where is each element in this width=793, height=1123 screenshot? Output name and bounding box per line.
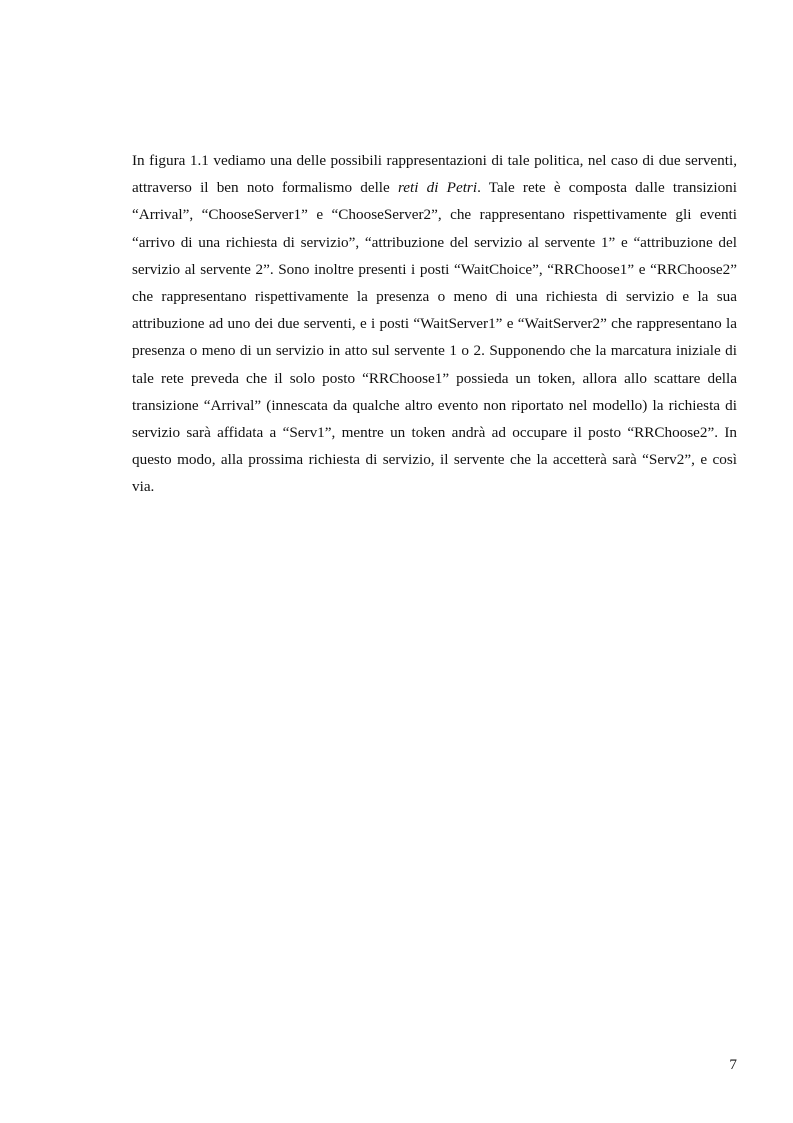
italic-term-petri-nets: reti di Petri (397, 179, 478, 197)
paragraph-text-start: In figura 1.1 vediamo una delle possibili rappresentazioni di tale politica, nel caso di due serventi, attraverso il ben noto formalismo delle (132, 152, 737, 197)
paragraph-text-rest: . Tale rete è composta dalle transizioni “Arrival”, “ChooseServer1” e “ChooseServer2”, che rappresentano rispettivamente gli eventi “arrivo di una richiesta di servizio”, “attribuzione del servizio al servente 1” e “attribuzione del servizio al servente 2”. Sono inoltre presenti i posti “WaitChoice”, “RRChoose1” e “RRChoose2” che rappresentano rispettivamente la presenza o meno di una richiesta di servizio e la sua attribuzione ad uno dei due serventi, e i posti “WaitServer1” e “WaitServer2” che rappresentano la presenza o meno di un servizio in atto sul servente 1 o 2. Supponendo che la marcatura iniziale di tale rete preveda che il solo posto “RRChoose1” possieda un token, allora allo scattare della transizione “Arrival” (innescata da qualche altro evento non riportato nel modello) la richiesta di servizio sarà affidata a “Serv1”, mentre un token andrà ad occupare il posto “RRChoose2”. In questo modo, alla prossima richiesta di servizio, il servente che la accetterà sarà “Serv2”, e così via. (132, 179, 737, 496)
body-paragraph (132, 147, 737, 501)
page-number: 7 (729, 1056, 737, 1073)
